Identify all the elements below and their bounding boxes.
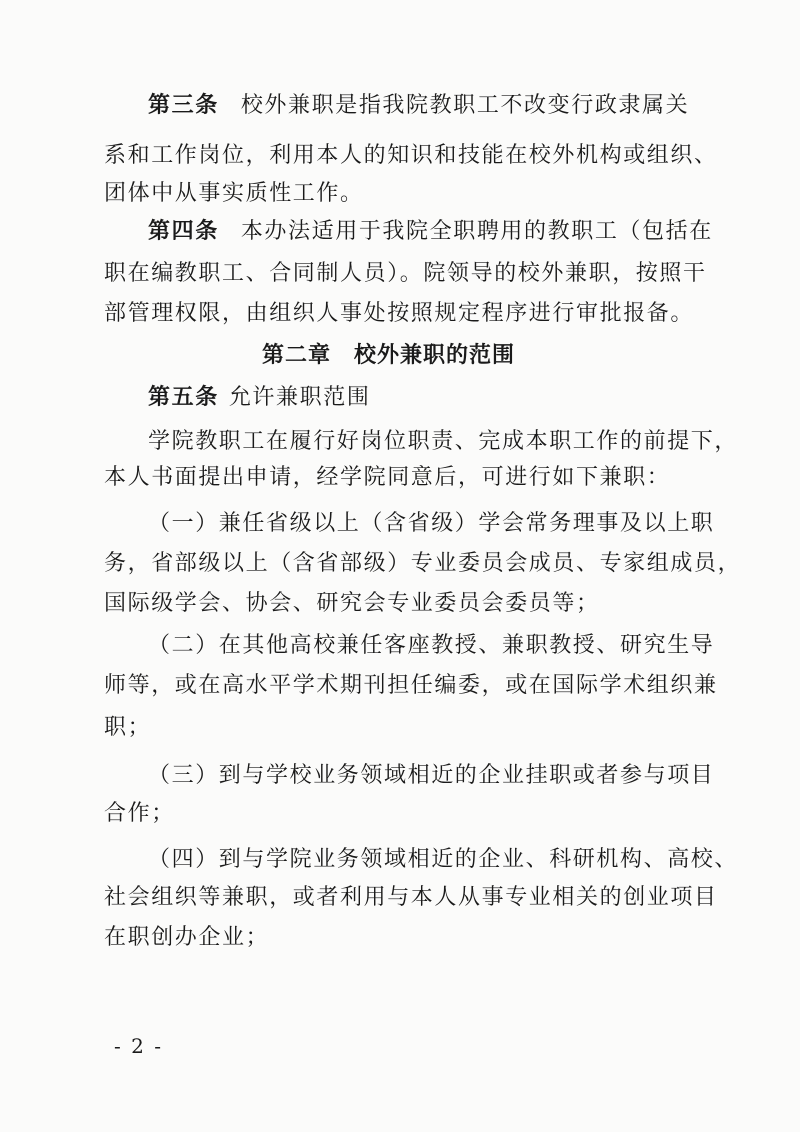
chapter-2-heading: 第二章 校外兼职的范围: [262, 343, 516, 368]
article-4-line-2: 职在编教职工、合同制人员）。院领导的校外兼职，按照干: [104, 261, 707, 286]
article-4-line-3: 部管理权限，由组织人事处按照规定程序进行审批报备。: [104, 301, 695, 326]
item-1-line-2: 务，省部级以上（含省部级）专业委员会成员、专家组成员，: [104, 551, 742, 576]
item-4-line-3: 在职创办企业；: [104, 925, 270, 950]
article-4-text: 本办法适用于我院全职聘用的教职工（包括在: [240, 219, 713, 244]
item-4-line-2: 社会组织等兼职，或者利用与本人从事专业相关的创业项目: [104, 885, 718, 910]
article-3-line-1: [148, 92, 689, 120]
article-3-line-3: 团体中从事实质性工作。: [104, 181, 364, 206]
item-1-line-3: 国际级学会、协会、研究会专业委员会委员等；: [104, 591, 600, 616]
article-3-line-2: 系和工作岗位，利用本人的知识和技能在校外机构或组织、: [104, 143, 718, 168]
article-4-label: 第四条: [148, 219, 219, 244]
item-1-line-1: （一）兼任省级以上（含省级）学会常务理事及以上职: [148, 511, 715, 536]
article-5-title: 允许兼职范围: [228, 385, 371, 410]
item-4-line-1: （四）到与学院业务领域相近的企业、科研机构、高校、: [148, 847, 739, 872]
article-5-label: 第五条: [148, 385, 219, 410]
item-2-line-2: 师等，或在高水平学术期刊担任编委，或在国际学术组织兼: [104, 673, 718, 698]
item-3-line-1: （三）到与学校业务领域相近的企业挂职或者参与项目: [148, 763, 715, 788]
article-3-text: 校外兼职是指我院教职工不改变行政隶属关: [240, 93, 690, 118]
article-3-label: 第三条: [148, 93, 219, 118]
item-2-line-1: （二）在其他高校兼任客座教授、兼职教授、研究生导: [148, 633, 715, 658]
article-5-line-1: [148, 384, 370, 412]
page-number: - 2 -: [114, 1034, 163, 1058]
article-5-intro-2: 本人书面提出申请，经学院同意后，可进行如下兼职：: [104, 465, 671, 490]
article-4-line-1: [148, 218, 713, 246]
item-2-line-3: 职；: [104, 715, 152, 740]
article-5-intro-1: 学院教职工在履行好岗位职责、完成本职工作的前提下，: [148, 429, 739, 454]
item-3-line-2: 合作；: [104, 801, 175, 826]
